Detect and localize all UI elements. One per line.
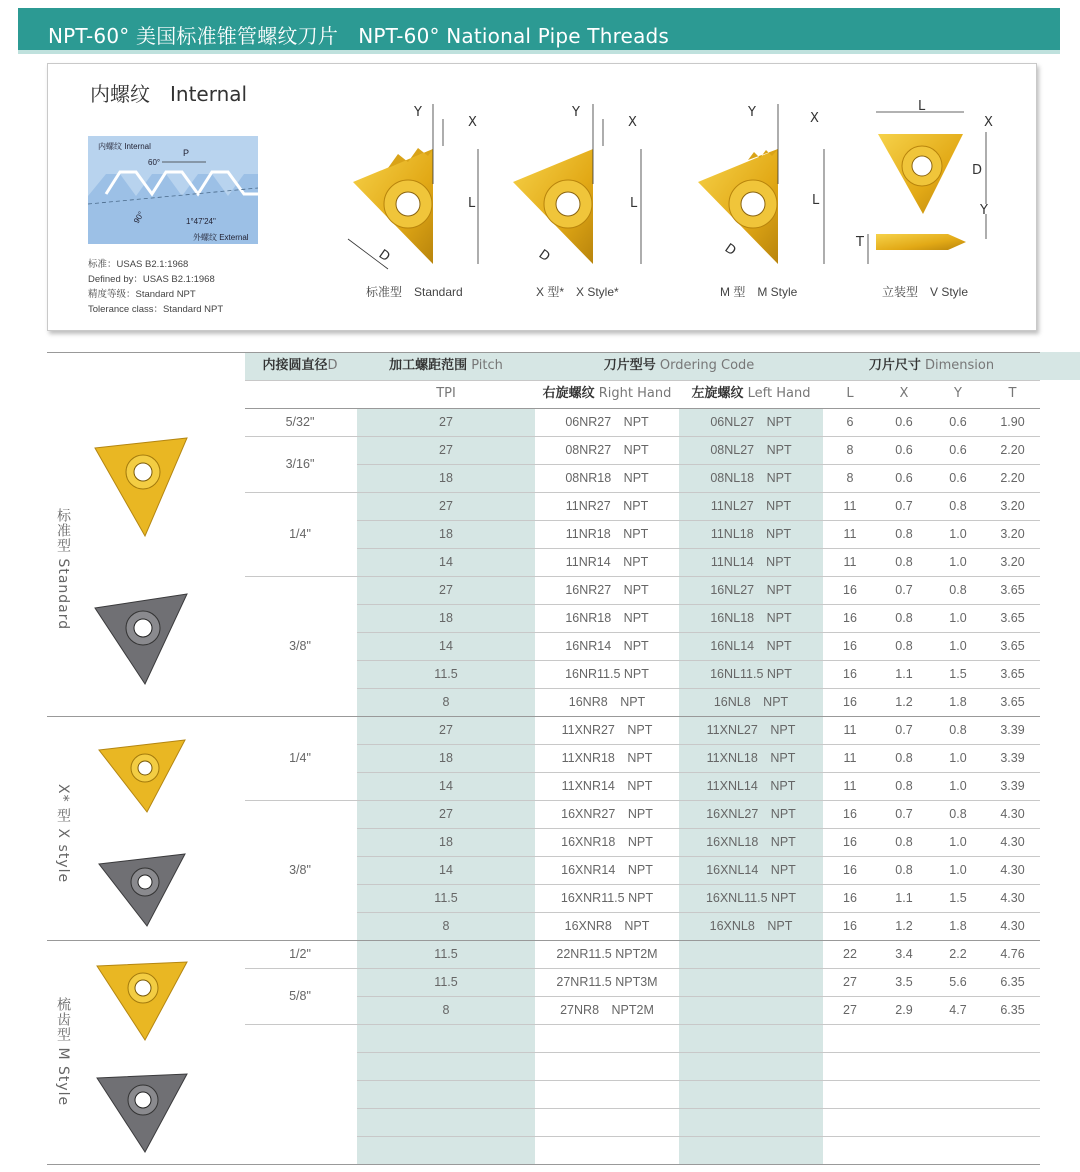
- table-row: [47, 772, 1040, 800]
- cell-l: 27: [843, 975, 857, 989]
- cell-right: 16NR18 NPT: [565, 611, 649, 625]
- table-row: [47, 632, 1040, 660]
- cell-t: 3.39: [1000, 779, 1025, 793]
- cell-left: 16XNL27 NPT: [706, 807, 796, 821]
- cell-right: 11NR18 NPT: [565, 527, 649, 541]
- cell-l: 11: [843, 723, 857, 737]
- svg-text:Y: Y: [414, 105, 422, 120]
- cell-tpi: 18: [439, 471, 453, 485]
- cell-right: 22NR11.5 NPT2M: [556, 947, 658, 961]
- table-row: [47, 464, 1040, 492]
- cell-l: 11: [843, 779, 857, 793]
- svg-text:D: D: [721, 240, 739, 260]
- cell-y: 1.0: [949, 555, 967, 569]
- cell-x: 0.7: [895, 583, 913, 597]
- cell-x: 0.8: [895, 863, 913, 877]
- cell-left: 16NL8 NPT: [713, 695, 789, 709]
- table-row: [47, 436, 1040, 464]
- cell-l: 8: [846, 443, 854, 457]
- page-title: NPT-60° 美国标准锥管螺纹刀片 NPT-60° National Pipe Threads: [48, 24, 670, 48]
- cell-tpi: 18: [439, 611, 453, 625]
- thread-profile-diagram: [88, 136, 258, 244]
- cell-t: 4.30: [1000, 835, 1025, 849]
- diameter-cell: 1/2": [289, 947, 311, 961]
- cell-tpi: 27: [439, 443, 453, 457]
- svg-text:X: X: [984, 115, 993, 130]
- svg-text:X: X: [628, 115, 637, 130]
- cell-t: 4.30: [1000, 863, 1025, 877]
- svg-text:T: T: [856, 235, 864, 250]
- cell-right: 16NR27 NPT: [565, 583, 649, 597]
- cell-t: 6.35: [1000, 1003, 1025, 1017]
- col-header-code: 刀片型号 Ordering Code: [603, 358, 755, 373]
- col-header-l: L: [846, 386, 854, 401]
- cell-x: 0.6: [895, 443, 913, 457]
- standard-insert-diagram: [348, 104, 478, 299]
- cell-left: 11NL18 NPT: [710, 527, 792, 541]
- cell-right: 06NR27 NPT: [565, 415, 649, 429]
- cell-y: 2.2: [949, 947, 967, 961]
- cell-y: 0.6: [949, 443, 967, 457]
- table-row: [47, 408, 1040, 436]
- cell-left: [679, 996, 823, 1024]
- cell-l: 16: [843, 583, 857, 597]
- cell-l: 11: [843, 555, 857, 569]
- cell-l: 11: [843, 527, 857, 541]
- cell-y: 1.5: [949, 891, 967, 905]
- diameter-cell: 3/8": [289, 863, 311, 877]
- cell-x: 1.2: [895, 695, 913, 709]
- cell-tpi: 27: [439, 723, 453, 737]
- col-header-pitch: 加工螺距范围 Pitch: [389, 358, 503, 373]
- cell-tpi: 18: [439, 751, 453, 765]
- cell-l: 11: [843, 751, 857, 765]
- cell-t: 1.90: [1000, 415, 1025, 429]
- cell-tpi: 18: [439, 835, 453, 849]
- cell-right: 11XNR14 NPT: [561, 779, 653, 793]
- thread-diagrams: [48, 64, 1038, 332]
- svg-text:Y: Y: [748, 105, 756, 120]
- cell-tpi: 14: [439, 779, 453, 793]
- cell-right: 16XNR8 NPT: [564, 919, 650, 933]
- table-row: [47, 940, 1040, 968]
- cell-right: 11XNR18 NPT: [561, 751, 653, 765]
- table-row: [47, 688, 1040, 716]
- cell-x: 3.5: [895, 975, 913, 989]
- cell-left: [679, 940, 823, 968]
- standard-line-4: Tolerance class：Standard NPT: [88, 304, 224, 315]
- cell-right: 08NR27 NPT: [565, 443, 649, 457]
- col-header-y: Y: [954, 386, 962, 401]
- cell-right: 16XNR27 NPT: [561, 807, 653, 821]
- cell-tpi: 27: [439, 807, 453, 821]
- table-row: [47, 492, 1040, 520]
- cell-t: 3.20: [1000, 499, 1025, 513]
- style-label-x: X 型* X Style*: [536, 285, 619, 299]
- cell-t: 3.39: [1000, 723, 1025, 737]
- cell-t: 6.35: [1000, 975, 1025, 989]
- cell-t: 4.30: [1000, 807, 1025, 821]
- cell-t: 3.20: [1000, 555, 1025, 569]
- cell-tpi: 8: [442, 695, 450, 709]
- svg-text:90°: 90°: [131, 210, 146, 225]
- cell-x: 0.6: [895, 415, 913, 429]
- cell-y: 5.6: [949, 975, 967, 989]
- cell-x: 2.9: [895, 1003, 913, 1017]
- cell-l: 16: [843, 639, 857, 653]
- cell-t: 4.30: [1000, 891, 1025, 905]
- cell-t: 2.20: [1000, 471, 1025, 485]
- label-internal: 内螺纹 Internal: [98, 142, 151, 151]
- table-row: [47, 996, 1040, 1024]
- header-banner: [18, 8, 1060, 54]
- panel-title: 内螺纹 Internal: [90, 82, 248, 106]
- cell-right: 16XNR14 NPT: [561, 863, 653, 877]
- table-row: [47, 744, 1040, 772]
- cell-right: 11NR14 NPT: [565, 555, 649, 569]
- cell-l: 16: [843, 611, 857, 625]
- cell-left: [679, 968, 823, 996]
- cell-l: 27: [843, 1003, 857, 1017]
- cell-t: 3.65: [1000, 611, 1025, 625]
- cell-right: 16NR11.5 NPT: [565, 667, 649, 681]
- m-style-insert-diagram: [698, 104, 824, 299]
- cell-y: 0.8: [949, 807, 967, 821]
- cell-y: 1.8: [949, 695, 967, 709]
- col-header-tpi: TPI: [436, 386, 456, 401]
- cell-y: 1.5: [949, 667, 967, 681]
- cell-x: 3.4: [895, 947, 913, 961]
- cell-left: 11XNL14 NPT: [706, 779, 796, 793]
- cell-l: 16: [843, 807, 857, 821]
- cell-y: 1.0: [949, 639, 967, 653]
- cell-y: 1.0: [949, 527, 967, 541]
- cell-left: 16XNL8 NPT: [709, 919, 793, 933]
- cell-tpi: 14: [439, 555, 453, 569]
- table-row: [47, 716, 1040, 744]
- col-header-left-hand: 左旋螺纹 Left Hand: [691, 386, 811, 401]
- cell-x: 0.8: [895, 639, 913, 653]
- cell-x: 0.8: [895, 779, 913, 793]
- cell-x: 0.7: [895, 723, 913, 737]
- cell-x: 0.8: [895, 835, 913, 849]
- cell-t: 3.65: [1000, 583, 1025, 597]
- cell-tpi: 18: [439, 527, 453, 541]
- cell-left: 16XNL14 NPT: [706, 863, 796, 877]
- cell-tpi: 14: [439, 639, 453, 653]
- cell-left: 16NL27 NPT: [710, 583, 792, 597]
- svg-text:L: L: [468, 196, 476, 211]
- cell-y: 0.8: [949, 583, 967, 597]
- cell-l: 16: [843, 891, 857, 905]
- cell-l: 6: [846, 415, 854, 429]
- cell-t: 4.76: [1000, 947, 1025, 961]
- cell-left: 06NL27 NPT: [710, 415, 792, 429]
- style-label-m: M 型 M Style: [720, 285, 798, 299]
- cell-left: 16NL14 NPT: [710, 639, 792, 653]
- col-header-diameter: 内接圆直径D: [262, 358, 338, 373]
- standard-line-2: Defined by：USAS B2.1:1968: [88, 274, 215, 285]
- diameter-cell: 5/32": [285, 415, 315, 429]
- cell-x: 0.8: [895, 555, 913, 569]
- cell-t: 2.20: [1000, 443, 1025, 457]
- cell-y: 1.0: [949, 751, 967, 765]
- standard-line-3: 精度等级：Standard NPT: [88, 289, 196, 300]
- col-header-x: X: [899, 386, 909, 401]
- cell-y: 1.8: [949, 919, 967, 933]
- cell-y: 4.7: [949, 1003, 967, 1017]
- cell-x: 0.8: [895, 751, 913, 765]
- cell-right: 27NR8 NPT2M: [560, 1003, 654, 1017]
- table-row: [47, 912, 1040, 940]
- cell-x: 0.8: [895, 527, 913, 541]
- group-label-standard: 标准型 Standard: [55, 508, 71, 631]
- cell-t: 3.39: [1000, 751, 1025, 765]
- cell-tpi: 11.5: [434, 947, 458, 961]
- diameter-cell: 5/8": [289, 989, 311, 1003]
- cell-tpi: 27: [439, 583, 453, 597]
- standard-line-1: 标准：USAS B2.1:1968: [88, 259, 189, 270]
- cell-t: 3.20: [1000, 527, 1025, 541]
- svg-text:P: P: [183, 148, 190, 158]
- svg-text:D: D: [972, 163, 983, 178]
- cell-tpi: 27: [439, 415, 453, 429]
- cell-right: 27NR11.5 NPT3M: [556, 975, 658, 989]
- x-style-insert-diagram: [513, 104, 641, 299]
- svg-text:Y: Y: [980, 203, 988, 218]
- group-label-x-style: X* 型 X style: [55, 784, 71, 884]
- cell-t: 3.65: [1000, 667, 1025, 681]
- cell-x: 0.7: [895, 807, 913, 821]
- label-external: 外螺纹 External: [193, 233, 249, 242]
- cell-right: 16NR8 NPT: [568, 695, 646, 709]
- cell-right: 16NR14 NPT: [565, 639, 649, 653]
- svg-text:X: X: [468, 115, 477, 130]
- cell-l: 16: [843, 695, 857, 709]
- svg-text:L: L: [630, 196, 638, 211]
- diameter-cell: 3/16": [285, 457, 315, 471]
- cell-l: 22: [843, 947, 857, 961]
- table-row: [47, 520, 1040, 548]
- svg-text:1°47'24": 1°47'24": [186, 217, 216, 226]
- cell-y: 1.0: [949, 835, 967, 849]
- cell-left: 11NL27 NPT: [710, 499, 792, 513]
- v-style-insert-diagram: [855, 99, 993, 299]
- cell-right: 11XNR27 NPT: [561, 723, 653, 737]
- cell-x: 1.1: [895, 667, 913, 681]
- diameter-cell: 1/4": [289, 527, 311, 541]
- table-row: [47, 884, 1040, 912]
- col-header-right-hand: 右旋螺纹 Right Hand: [542, 386, 672, 401]
- cell-tpi: 27: [439, 499, 453, 513]
- cell-left: 16XNL18 NPT: [706, 835, 796, 849]
- cell-tpi: 11.5: [434, 975, 458, 989]
- cell-y: 0.6: [949, 471, 967, 485]
- col-header-dimension: 刀片尺寸 Dimension: [868, 358, 995, 373]
- diameter-cell: 3/8": [289, 639, 311, 653]
- cell-left: 11NL14 NPT: [710, 555, 792, 569]
- cell-x: 1.1: [895, 891, 913, 905]
- cell-x: 1.2: [895, 919, 913, 933]
- cell-y: 0.8: [949, 499, 967, 513]
- cell-left: 08NL27 NPT: [710, 443, 792, 457]
- svg-text:Y: Y: [572, 105, 580, 120]
- table-row: [47, 604, 1040, 632]
- cell-y: 1.0: [949, 779, 967, 793]
- cell-y: 1.0: [949, 863, 967, 877]
- svg-text:D: D: [535, 246, 553, 266]
- style-label-v: 立装型 V Style: [882, 285, 969, 299]
- table-row: [47, 856, 1040, 884]
- thread-diagram-panel: [47, 63, 1037, 331]
- cell-right: 16XNR11.5 NPT: [560, 891, 654, 905]
- cell-right: 16XNR18 NPT: [561, 835, 653, 849]
- cell-l: 16: [843, 863, 857, 877]
- cell-y: 0.8: [949, 723, 967, 737]
- cell-l: 11: [843, 499, 857, 513]
- cell-left: 11XNL18 NPT: [706, 751, 796, 765]
- cell-left: 08NL18 NPT: [710, 471, 792, 485]
- svg-text:D: D: [375, 246, 393, 266]
- cell-right: 08NR18 NPT: [565, 471, 649, 485]
- m-style-insert-grey-image: [93, 1068, 193, 1156]
- cell-y: 1.0: [949, 611, 967, 625]
- diameter-cell: 1/4": [289, 751, 311, 765]
- cell-l: 16: [843, 919, 857, 933]
- cell-right: 11NR27 NPT: [565, 499, 649, 513]
- svg-text:L: L: [812, 193, 820, 208]
- svg-text:L: L: [918, 99, 926, 114]
- svg-text:60°: 60°: [148, 158, 161, 167]
- table-row: [47, 968, 1040, 996]
- group-label-m-style: 梳齿型 M Style: [55, 997, 71, 1107]
- cell-x: 0.7: [895, 499, 913, 513]
- cell-tpi: 14: [439, 863, 453, 877]
- cell-l: 16: [843, 835, 857, 849]
- cell-left: 16NL18 NPT: [710, 611, 792, 625]
- cell-tpi: 8: [442, 1003, 450, 1017]
- col-header-t: T: [1008, 386, 1017, 401]
- cell-t: 3.65: [1000, 639, 1025, 653]
- cell-t: 4.30: [1000, 919, 1025, 933]
- table-row: [47, 800, 1040, 828]
- table-row: [47, 548, 1040, 576]
- cell-l: 16: [843, 667, 857, 681]
- cell-tpi: 8: [442, 919, 450, 933]
- cell-left: 16NL11.5 NPT: [710, 667, 792, 681]
- cell-tpi: 11.5: [434, 667, 458, 681]
- table-row: [47, 828, 1040, 856]
- svg-text:X: X: [810, 111, 819, 126]
- cell-x: 0.8: [895, 611, 913, 625]
- cell-tpi: 11.5: [434, 891, 458, 905]
- cell-t: 3.65: [1000, 695, 1025, 709]
- style-label-standard: 标准型 Standard: [366, 285, 463, 299]
- table-row: [47, 660, 1040, 688]
- cell-left: 16XNL11.5 NPT: [705, 891, 797, 905]
- cell-left: 11XNL27 NPT: [706, 723, 796, 737]
- cell-x: 0.6: [895, 471, 913, 485]
- cell-l: 8: [846, 471, 854, 485]
- cell-y: 0.6: [949, 415, 967, 429]
- table-row: [47, 576, 1040, 604]
